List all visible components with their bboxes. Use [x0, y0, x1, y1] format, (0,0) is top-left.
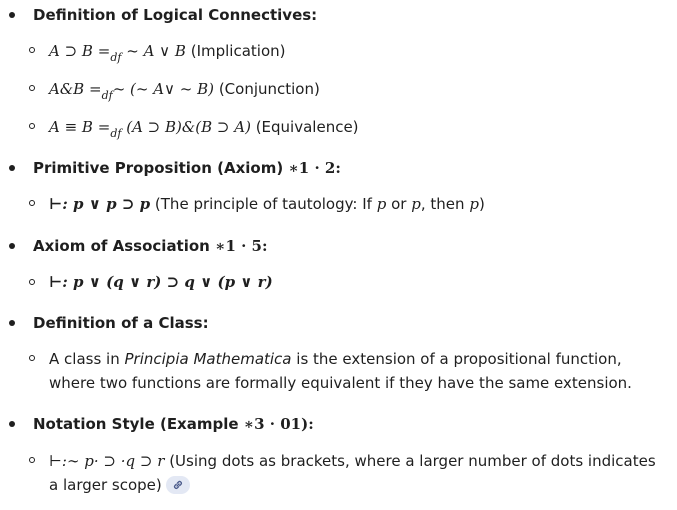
tautology-item [49, 193, 485, 215]
conjunction-lhs: A&B [49, 80, 85, 98]
bullet [9, 12, 15, 18]
notation-text-2: a larger scope) [49, 476, 162, 494]
equivalence-eq: = [97, 118, 111, 136]
equivalence-rhs: (A ⊃ B)&(B ⊃ A) [126, 118, 251, 136]
bullet [9, 421, 15, 427]
tautology-formula: ⊢: p ∨ p ⊃ p [49, 195, 151, 213]
class-item-line2: where two functions are formally equivalent if they have the same extension. [49, 374, 632, 392]
tautology-or: or [391, 195, 407, 213]
conjunction-note: (Conjunction) [218, 80, 320, 98]
implication-df: df [110, 51, 122, 64]
conjunction-df: df [101, 89, 113, 102]
implication-lhs: A ⊃ B [49, 42, 93, 60]
bullet [9, 243, 15, 249]
heading-ref: ∗3 · 01): [243, 415, 314, 433]
section-heading-primitive-proposition [33, 157, 341, 179]
heading-ref: ∗1 · 2: [288, 159, 341, 177]
heading-ref: ∗1 · 5: [215, 237, 268, 255]
equivalence-df: df [110, 127, 122, 140]
notation-item-line2 [49, 474, 190, 496]
section-heading-logical-connectives: Definition of Logical Connectives: [33, 6, 318, 24]
notation-text-1: (Using dots as brackets, where a larger number of dots indicates [169, 452, 656, 470]
sub-bullet [29, 123, 35, 129]
link-icon [172, 479, 184, 491]
bullet [9, 320, 15, 326]
heading-text: Axiom of Association [33, 237, 210, 255]
class-text-a: A class in [49, 350, 120, 368]
sub-bullet [29, 457, 35, 463]
sub-bullet [29, 200, 35, 206]
conjunction-eq: = [89, 80, 102, 98]
sub-bullet [29, 85, 35, 91]
sub-bullet [29, 279, 35, 285]
sub-bullet [29, 355, 35, 361]
section-heading-axiom-association [33, 235, 268, 257]
notation-item-line1 [49, 450, 656, 472]
conjunction-item [49, 78, 320, 102]
source-link-chip[interactable] [166, 476, 190, 494]
association-item [49, 271, 273, 293]
notation-formula: ⊢:∼ p· ⊃ ·q ⊃ r [49, 452, 165, 470]
heading-text: Primitive Proposition (Axiom) [33, 159, 284, 177]
class-text-b: is the extension of a propositional function, [296, 350, 622, 368]
implication-item [49, 40, 286, 64]
implication-note: (Implication) [190, 42, 286, 60]
heading-text: Notation Style (Example [33, 415, 239, 433]
tautology-var3: p [469, 195, 479, 213]
section-heading-class: Definition of a Class: [33, 314, 209, 332]
class-text-italic: Principia Mathematica [124, 350, 292, 368]
association-formula: ⊢: p ∨ (q ∨ r) ⊃ q ∨ (p ∨ r) [49, 273, 273, 291]
implication-rhs: ~ A ∨ B [126, 42, 186, 60]
tautology-var1: p [376, 195, 387, 213]
conjunction-rhs: ~ (~ A∨ ~ B) [112, 80, 215, 98]
tautology-note-a: (The principle of tautology: If [154, 195, 372, 213]
sub-bullet [29, 47, 35, 53]
tautology-then: , then [420, 195, 465, 213]
tautology-var2: p [411, 195, 421, 213]
equivalence-note: (Equivalence) [255, 118, 359, 136]
equivalence-lhs: A ≡ B [49, 118, 93, 136]
bullet [9, 165, 15, 171]
tautology-end: ) [478, 195, 485, 213]
equivalence-item [49, 116, 359, 140]
implication-eq: = [97, 42, 111, 60]
class-item-line1 [49, 348, 622, 370]
section-heading-notation-style [33, 413, 314, 435]
